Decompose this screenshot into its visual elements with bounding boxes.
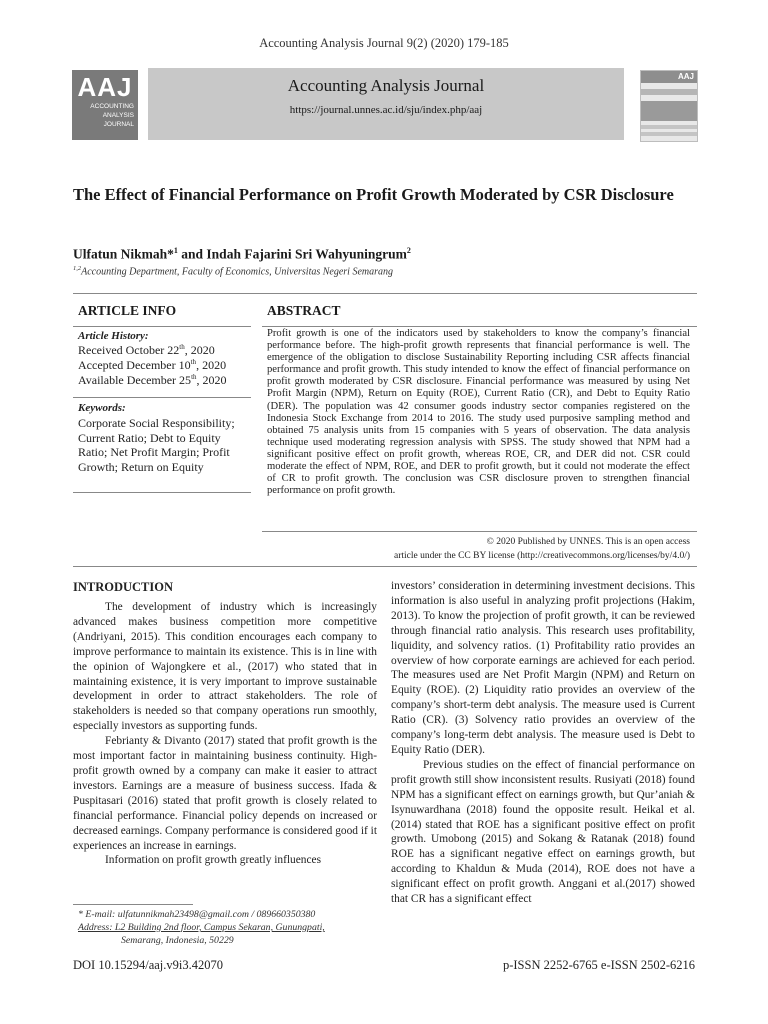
divider <box>262 531 697 532</box>
author-1-sup: 1 <box>173 246 178 255</box>
abstract-text: Profit growth is one of the indicators used by stakeholders to know the company’s financial performance before. The high-profit growth represents that financial performance is well. The emergence of the obligation to disclose Sustainability Reporting including CSR affects financial performance and profit growth. This study intended to know the effect of financial performance on profit growth moderated by CSR disclosure. Financial performance was measured by using Net Profit Margin (NPM), Return on Equity (ROE), Current Ratio (CR), and Debt to Equity Ratio (DER). The population was 42 consumer goods industry sector companies registered on the Indonesia Stock Exchange from 2014 to 2016. The study used purposive sampling method and obtained 75 analysis units from 15 companies with 5 years of observation. The data analysis technique used moderating regression analysis with SPSS. The study showed that NPM had a significant positive effect on profit growth, whereas ROE, CR, and DER did not. CSR could moderate the effect of NPM, ROE, and DER to profit growth, but it could not moderate the effect of CR to profit growth. The conclusion was CSR disclosure proven to strengthen financial performance on profit growth. <box>267 328 690 497</box>
journal-cover-thumbnail <box>640 70 698 142</box>
paragraph: Previous studies on the effect of financial performance on profit growth still show inconsistent results. Rusiyati (2018) found NPM has a significant effect on earnings growth, but Qur’aniah & Isynuwardhana (2018) found the opposite result. Heikal et al. (2014) stated that ROE has a significant positive effect on profit growth. Umobong (2015) and Sokang & Ratanak (2018) found ROE has a significant negative effect on earnings growth, but according to Khaldun & Muda (2014), ROE does not have a significant effect on profit growth. Anggani et al.(2017) showed that CR has a significant effect <box>391 758 695 906</box>
footer-doi: DOI 10.15294/aaj.v9i3.42070 <box>73 958 223 972</box>
running-head: Accounting Analysis Journal 9(2) (2020) 179-185 <box>259 36 509 50</box>
keywords-label: Keywords: <box>78 402 126 414</box>
affiliation-text: Accounting Department, Faculty of Economics, Universitas Negeri Semarang <box>81 266 394 278</box>
divider <box>73 566 697 567</box>
divider <box>73 492 251 493</box>
footnote-address-2: Semarang, Indonesia, 50229 <box>121 935 234 946</box>
paragraph: Information on profit growth greatly influences <box>105 854 322 867</box>
logo-line-1: ACCOUNTING <box>90 103 134 110</box>
journal-url[interactable]: https://journal.unnes.ac.id/sju/index.php/aaj <box>289 104 483 116</box>
logo-mark: AAJ <box>77 72 133 102</box>
article-info-heading: ARTICLE INFO <box>78 303 177 318</box>
history-label: Article History: <box>78 330 149 342</box>
history-received: Received October 22th, 2020 <box>78 343 215 357</box>
article-title: The Effect of Financial Performance on Profit Growth Moderated by CSR Disclosure <box>73 185 674 204</box>
paragraph: Febrianty & Divanto (2017) stated that profit growth is the most important factor in maintaining business continuity. High-profit growth owned by a company can make it easier to attract investors. Earnings are a measure of business success. Ifada & Puspitasari (2016) stated that profit growth is closely related to financial performance. Financial policy depends on increased or decreased earnings. Company performance is considered good if it experiences an increase in earnings. <box>73 735 377 852</box>
logo-line-2: ANALYSIS <box>102 112 134 119</box>
divider <box>73 293 697 294</box>
abstract-heading: ABSTRACT <box>267 303 341 318</box>
journal-title: Accounting Analysis Journal <box>287 76 485 95</box>
cover-stripe <box>641 132 697 136</box>
divider <box>262 326 697 327</box>
journal-logo <box>72 70 138 140</box>
copyright-line-1: © 2020 Published by UNNES. This is an open access <box>486 537 690 547</box>
cover-stripe <box>641 125 697 129</box>
author-1: Ulfatun Nikmah* <box>73 246 174 262</box>
footnote-rule <box>73 904 193 905</box>
cover-thumb-label: AAJ <box>641 71 697 83</box>
history-accepted: Accepted December 10th, 2020 <box>78 358 227 372</box>
copyright-line-2: article under the CC BY license (http://creativecommons.org/licenses/by/4.0/) <box>393 551 690 561</box>
left-column <box>73 600 377 868</box>
introduction-heading: INTRODUCTION <box>73 580 174 594</box>
author-2: and Indah Fajarini Sri Wahyuningrum <box>177 246 407 262</box>
logo-line-3: JOURNAL <box>103 121 134 128</box>
cover-stripe <box>641 89 697 95</box>
footer-issn: p-ISSN 2252-6765 e-ISSN 2502-6216 <box>502 958 695 972</box>
author-line <box>73 246 411 263</box>
cover-image-block <box>641 101 697 121</box>
author-2-sup: 2 <box>406 246 411 255</box>
footnote-address-1: Address: L2 Building 2nd floor, Campus Sekaran, Gunungpati, <box>78 922 325 933</box>
affiliation-sup: 1,2 <box>73 265 82 272</box>
right-column <box>391 579 695 907</box>
affiliation <box>73 265 393 277</box>
history-available: Available December 25th, 2020 <box>78 373 227 387</box>
divider <box>73 397 251 398</box>
footnote-email: * E-mail: ulfatunnikmah23498@gmail.com / 089660350380 <box>78 909 316 920</box>
paragraph: investors’ consideration in determining investment decisions. This information is also useful in analyzing profit projections (Hakim, 2013). To know the projection of profit growth, it can be reviewed through financial ratio analysis. This research uses profitability, liquidity, and solvency ratios. (1) Profitability ratio provides an overview of how corporate earnings are achieved for each period. The measures used are Net Profit Margin (NPM) and Return on Equity (ROE). (2) Liquidity ratio provides an overview of the company’s short-term debt analysis. The measure used is Current Ratio (CR). (3) Solvency ratio provides an overview of the company’s long-term debt analysis. The measure used is Debt to Equity Ratio (DER). <box>391 580 695 756</box>
logo-subtitle <box>78 102 134 129</box>
divider <box>73 326 251 327</box>
paragraph: The development of industry which is increasingly advanced makes business competition more competitive (Andriyani, 2015). This condition encourages each company to improve performance to maintain its existence. This is in line with the opinion of Wajongkere et al., (2017) who stated that in maintaining existence, it is very important to improve sustainable development in order to attract stakeholders. The role of stakeholders is needed so that company operations run smoothly, especially investors as supporting funds. <box>73 601 377 733</box>
keywords-text: Corporate Social Responsibility; Current Ratio; Debt to Equity Ratio; Net Profit Margin; Profit Growth; Return on Equity <box>78 416 235 474</box>
